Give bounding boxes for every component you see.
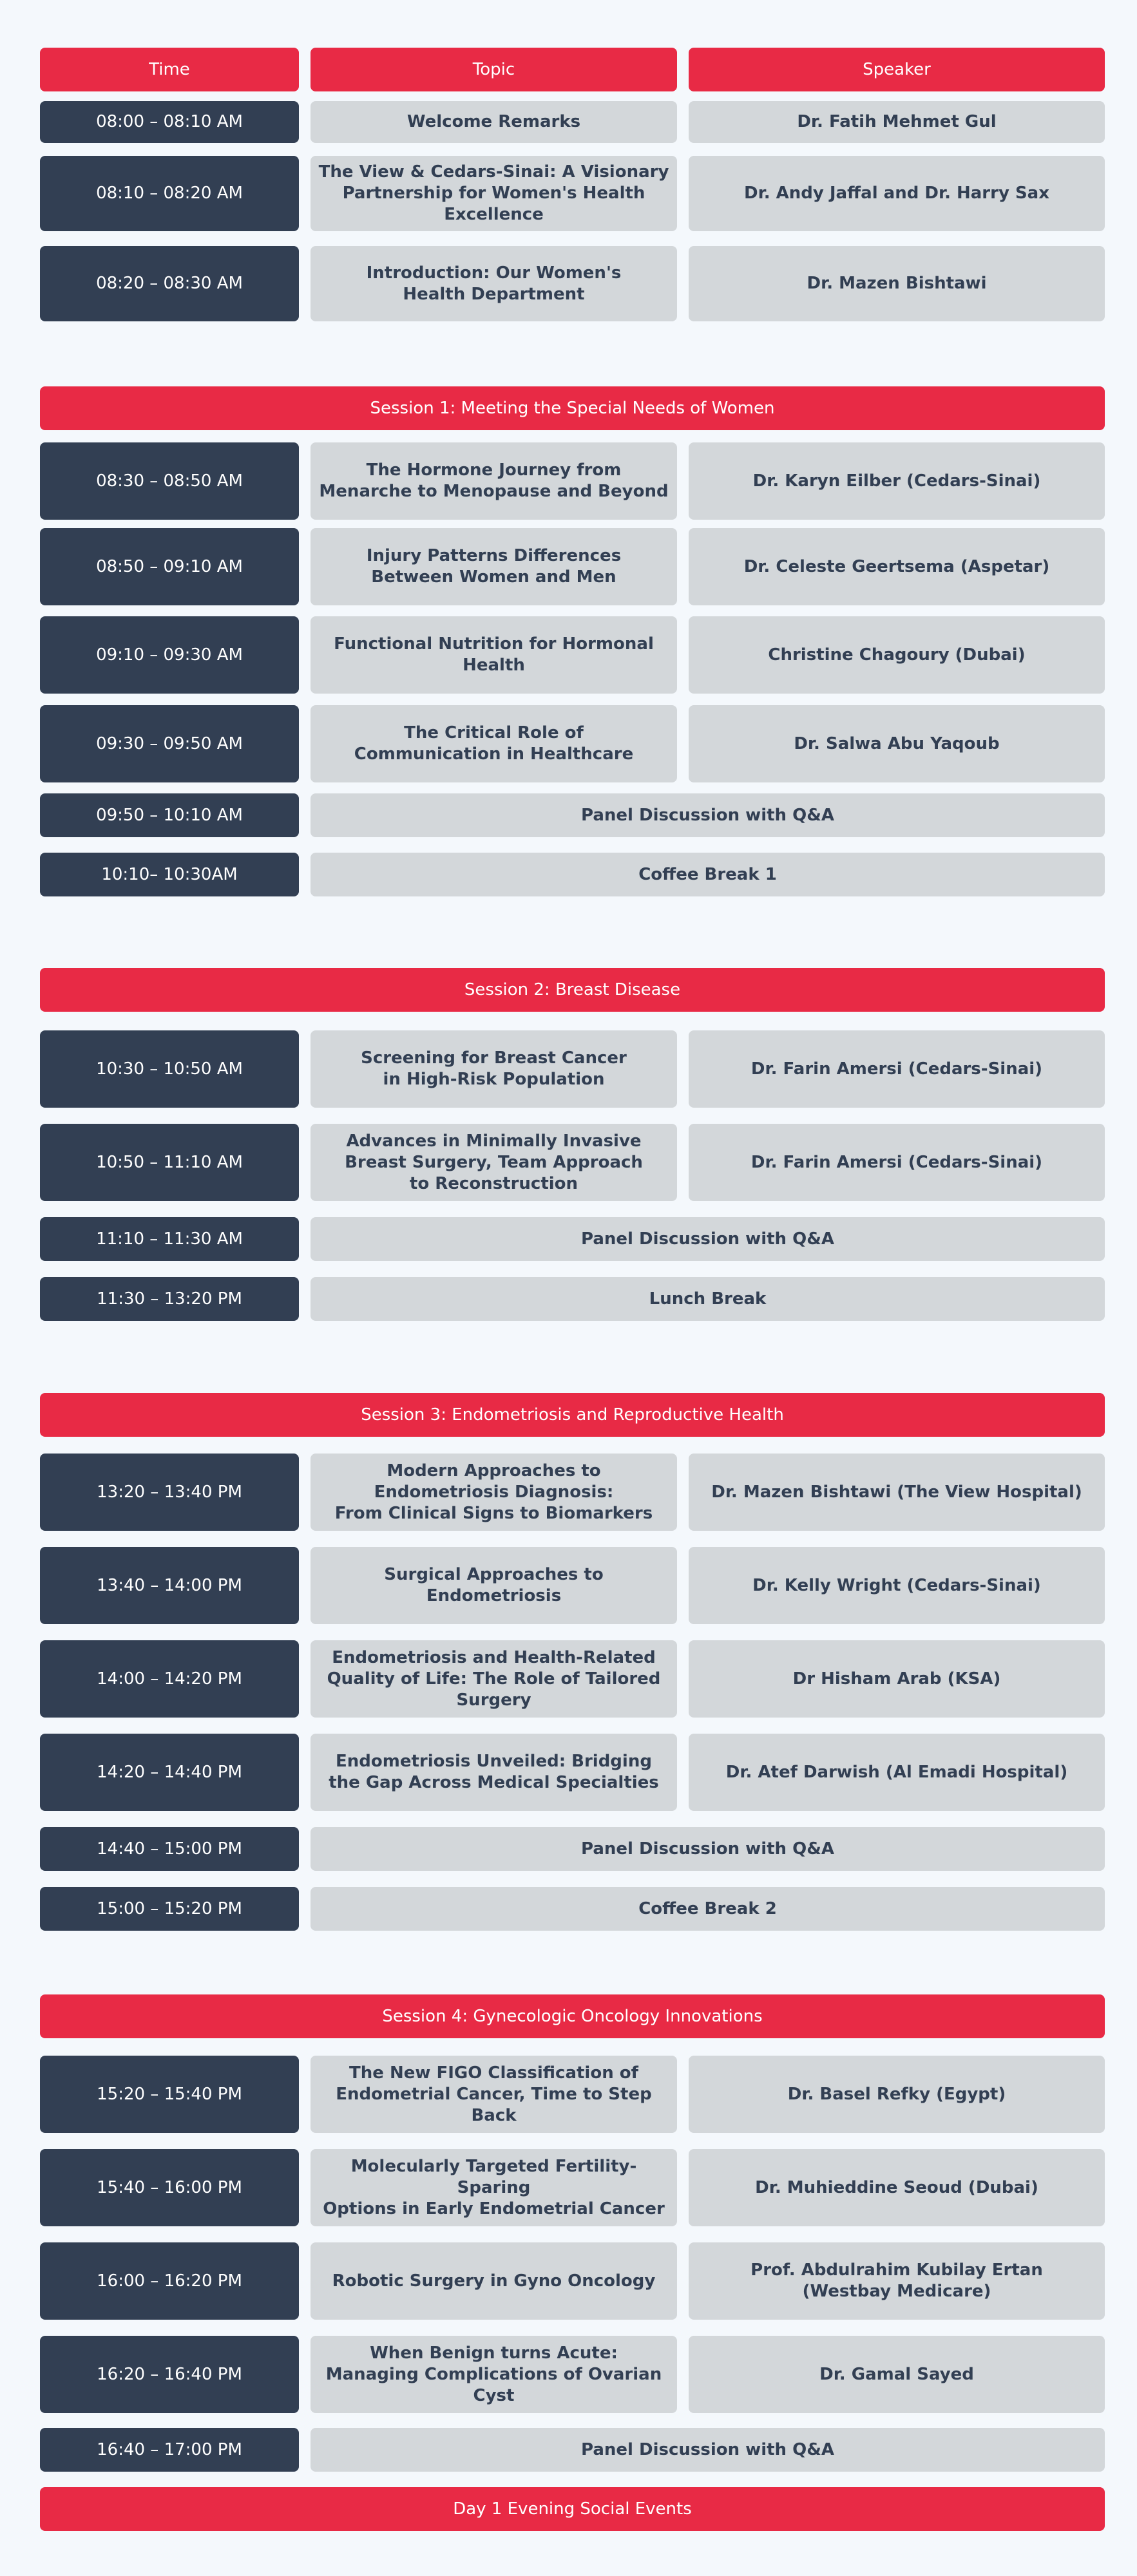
topic-cell: Screening for Breast Cancer in High-Risk Population <box>311 1030 677 1108</box>
topic-cell: Robotic Surgery in Gyno Oncology <box>311 2242 677 2320</box>
speaker-cell: Dr. Muhieddine Seoud (Dubai) <box>689 2149 1105 2226</box>
time-cell: 16:40 – 17:00 PM <box>40 2428 299 2472</box>
topic-cell: The View & Cedars-Sinai: A Visionary Partnership for Women's Health Excellence <box>311 156 677 231</box>
header-time: Time <box>40 48 299 91</box>
speaker-cell: Dr. Andy Jaffal and Dr. Harry Sax <box>689 156 1105 231</box>
speaker-cell: Dr. Farin Amersi (Cedars-Sinai) <box>689 1030 1105 1108</box>
speaker-cell: Dr. Kelly Wright (Cedars-Sinai) <box>689 1547 1105 1624</box>
session-header: Session 1: Meeting the Special Needs of Women <box>40 386 1105 430</box>
time-cell: 15:00 – 15:20 PM <box>40 1887 299 1931</box>
time-cell: 08:00 – 08:10 AM <box>40 101 299 143</box>
topic-cell: The New FIGO Classification of Endometrial Cancer, Time to Step Back <box>311 2056 677 2133</box>
header-topic: Topic <box>311 48 677 91</box>
break-cell: Coffee Break 1 <box>311 853 1105 896</box>
speaker-cell: Dr. Karyn Eilber (Cedars-Sinai) <box>689 442 1105 520</box>
topic-cell: Molecularly Targeted Fertility-Sparing Options in Early Endometrial Cancer <box>311 2149 677 2226</box>
time-cell: 09:10 – 09:30 AM <box>40 616 299 694</box>
time-cell: 15:40 – 16:00 PM <box>40 2149 299 2226</box>
time-cell: 08:10 – 08:20 AM <box>40 156 299 231</box>
topic-cell: Advances in Minimally Invasive Breast Surgery, Team Approach to Reconstruction <box>311 1124 677 1201</box>
break-cell: Panel Discussion with Q&A <box>311 1827 1105 1871</box>
topic-cell: Injury Patterns Differences Between Women and Men <box>311 528 677 605</box>
topic-cell: Modern Approaches to Endometriosis Diagnosis: From Clinical Signs to Biomarkers <box>311 1454 677 1531</box>
time-cell: 15:20 – 15:40 PM <box>40 2056 299 2133</box>
topic-cell: Welcome Remarks <box>311 101 677 143</box>
time-cell: 08:30 – 08:50 AM <box>40 442 299 520</box>
time-cell: 10:30 – 10:50 AM <box>40 1030 299 1108</box>
speaker-cell: Christine Chagoury (Dubai) <box>689 616 1105 694</box>
topic-cell: Endometriosis Unveiled: Bridging the Gap Across Medical Specialties <box>311 1734 677 1811</box>
break-cell: Lunch Break <box>311 1277 1105 1321</box>
speaker-cell: Dr. Celeste Geertsema (Aspetar) <box>689 528 1105 605</box>
break-cell: Coffee Break 2 <box>311 1887 1105 1931</box>
topic-cell: Surgical Approaches to Endometriosis <box>311 1547 677 1624</box>
topic-cell: Endometriosis and Health-Related Quality of Life: The Role of Tailored Surgery <box>311 1640 677 1718</box>
break-cell: Panel Discussion with Q&A <box>311 1217 1105 1261</box>
time-cell: 10:10– 10:30AM <box>40 853 299 896</box>
time-cell: 14:40 – 15:00 PM <box>40 1827 299 1871</box>
topic-cell: When Benign turns Acute: Managing Complications of Ovarian Cyst <box>311 2336 677 2413</box>
time-cell: 16:00 – 16:20 PM <box>40 2242 299 2320</box>
topic-cell: The Critical Role of Communication in Healthcare <box>311 705 677 782</box>
topic-cell: The Hormone Journey from Menarche to Menopause and Beyond <box>311 442 677 520</box>
speaker-cell: Dr. Fatih Mehmet Gul <box>689 101 1105 143</box>
time-cell: 11:10 – 11:30 AM <box>40 1217 299 1261</box>
speaker-cell: Dr. Mazen Bishtawi <box>689 246 1105 321</box>
speaker-cell: Dr Hisham Arab (KSA) <box>689 1640 1105 1718</box>
time-cell: 14:20 – 14:40 PM <box>40 1734 299 1811</box>
time-cell: 09:30 – 09:50 AM <box>40 705 299 782</box>
session-header: Session 4: Gynecologic Oncology Innovations <box>40 1994 1105 2038</box>
speaker-cell: Prof. Abdulrahim Kubilay Ertan (Westbay Medicare) <box>689 2242 1105 2320</box>
time-cell: 09:50 – 10:10 AM <box>40 793 299 837</box>
speaker-cell: Dr. Atef Darwish (Al Emadi Hospital) <box>689 1734 1105 1811</box>
session-header: Day 1 Evening Social Events <box>40 2487 1105 2531</box>
break-cell: Panel Discussion with Q&A <box>311 2428 1105 2472</box>
time-cell: 08:20 – 08:30 AM <box>40 246 299 321</box>
time-cell: 16:20 – 16:40 PM <box>40 2336 299 2413</box>
speaker-cell: Dr. Basel Refky (Egypt) <box>689 2056 1105 2133</box>
speaker-cell: Dr. Mazen Bishtawi (The View Hospital) <box>689 1454 1105 1531</box>
time-cell: 14:00 – 14:20 PM <box>40 1640 299 1718</box>
topic-cell: Functional Nutrition for Hormonal Health <box>311 616 677 694</box>
break-cell: Panel Discussion with Q&A <box>311 793 1105 837</box>
time-cell: 08:50 – 09:10 AM <box>40 528 299 605</box>
time-cell: 13:40 – 14:00 PM <box>40 1547 299 1624</box>
session-header: Session 3: Endometriosis and Reproductive Health <box>40 1393 1105 1437</box>
speaker-cell: Dr. Gamal Sayed <box>689 2336 1105 2413</box>
speaker-cell: Dr. Salwa Abu Yaqoub <box>689 705 1105 782</box>
speaker-cell: Dr. Farin Amersi (Cedars-Sinai) <box>689 1124 1105 1201</box>
session-header: Session 2: Breast Disease <box>40 968 1105 1012</box>
time-cell: 10:50 – 11:10 AM <box>40 1124 299 1201</box>
time-cell: 11:30 – 13:20 PM <box>40 1277 299 1321</box>
header-speaker: Speaker <box>689 48 1105 91</box>
time-cell: 13:20 – 13:40 PM <box>40 1454 299 1531</box>
topic-cell: Introduction: Our Women's Health Department <box>311 246 677 321</box>
